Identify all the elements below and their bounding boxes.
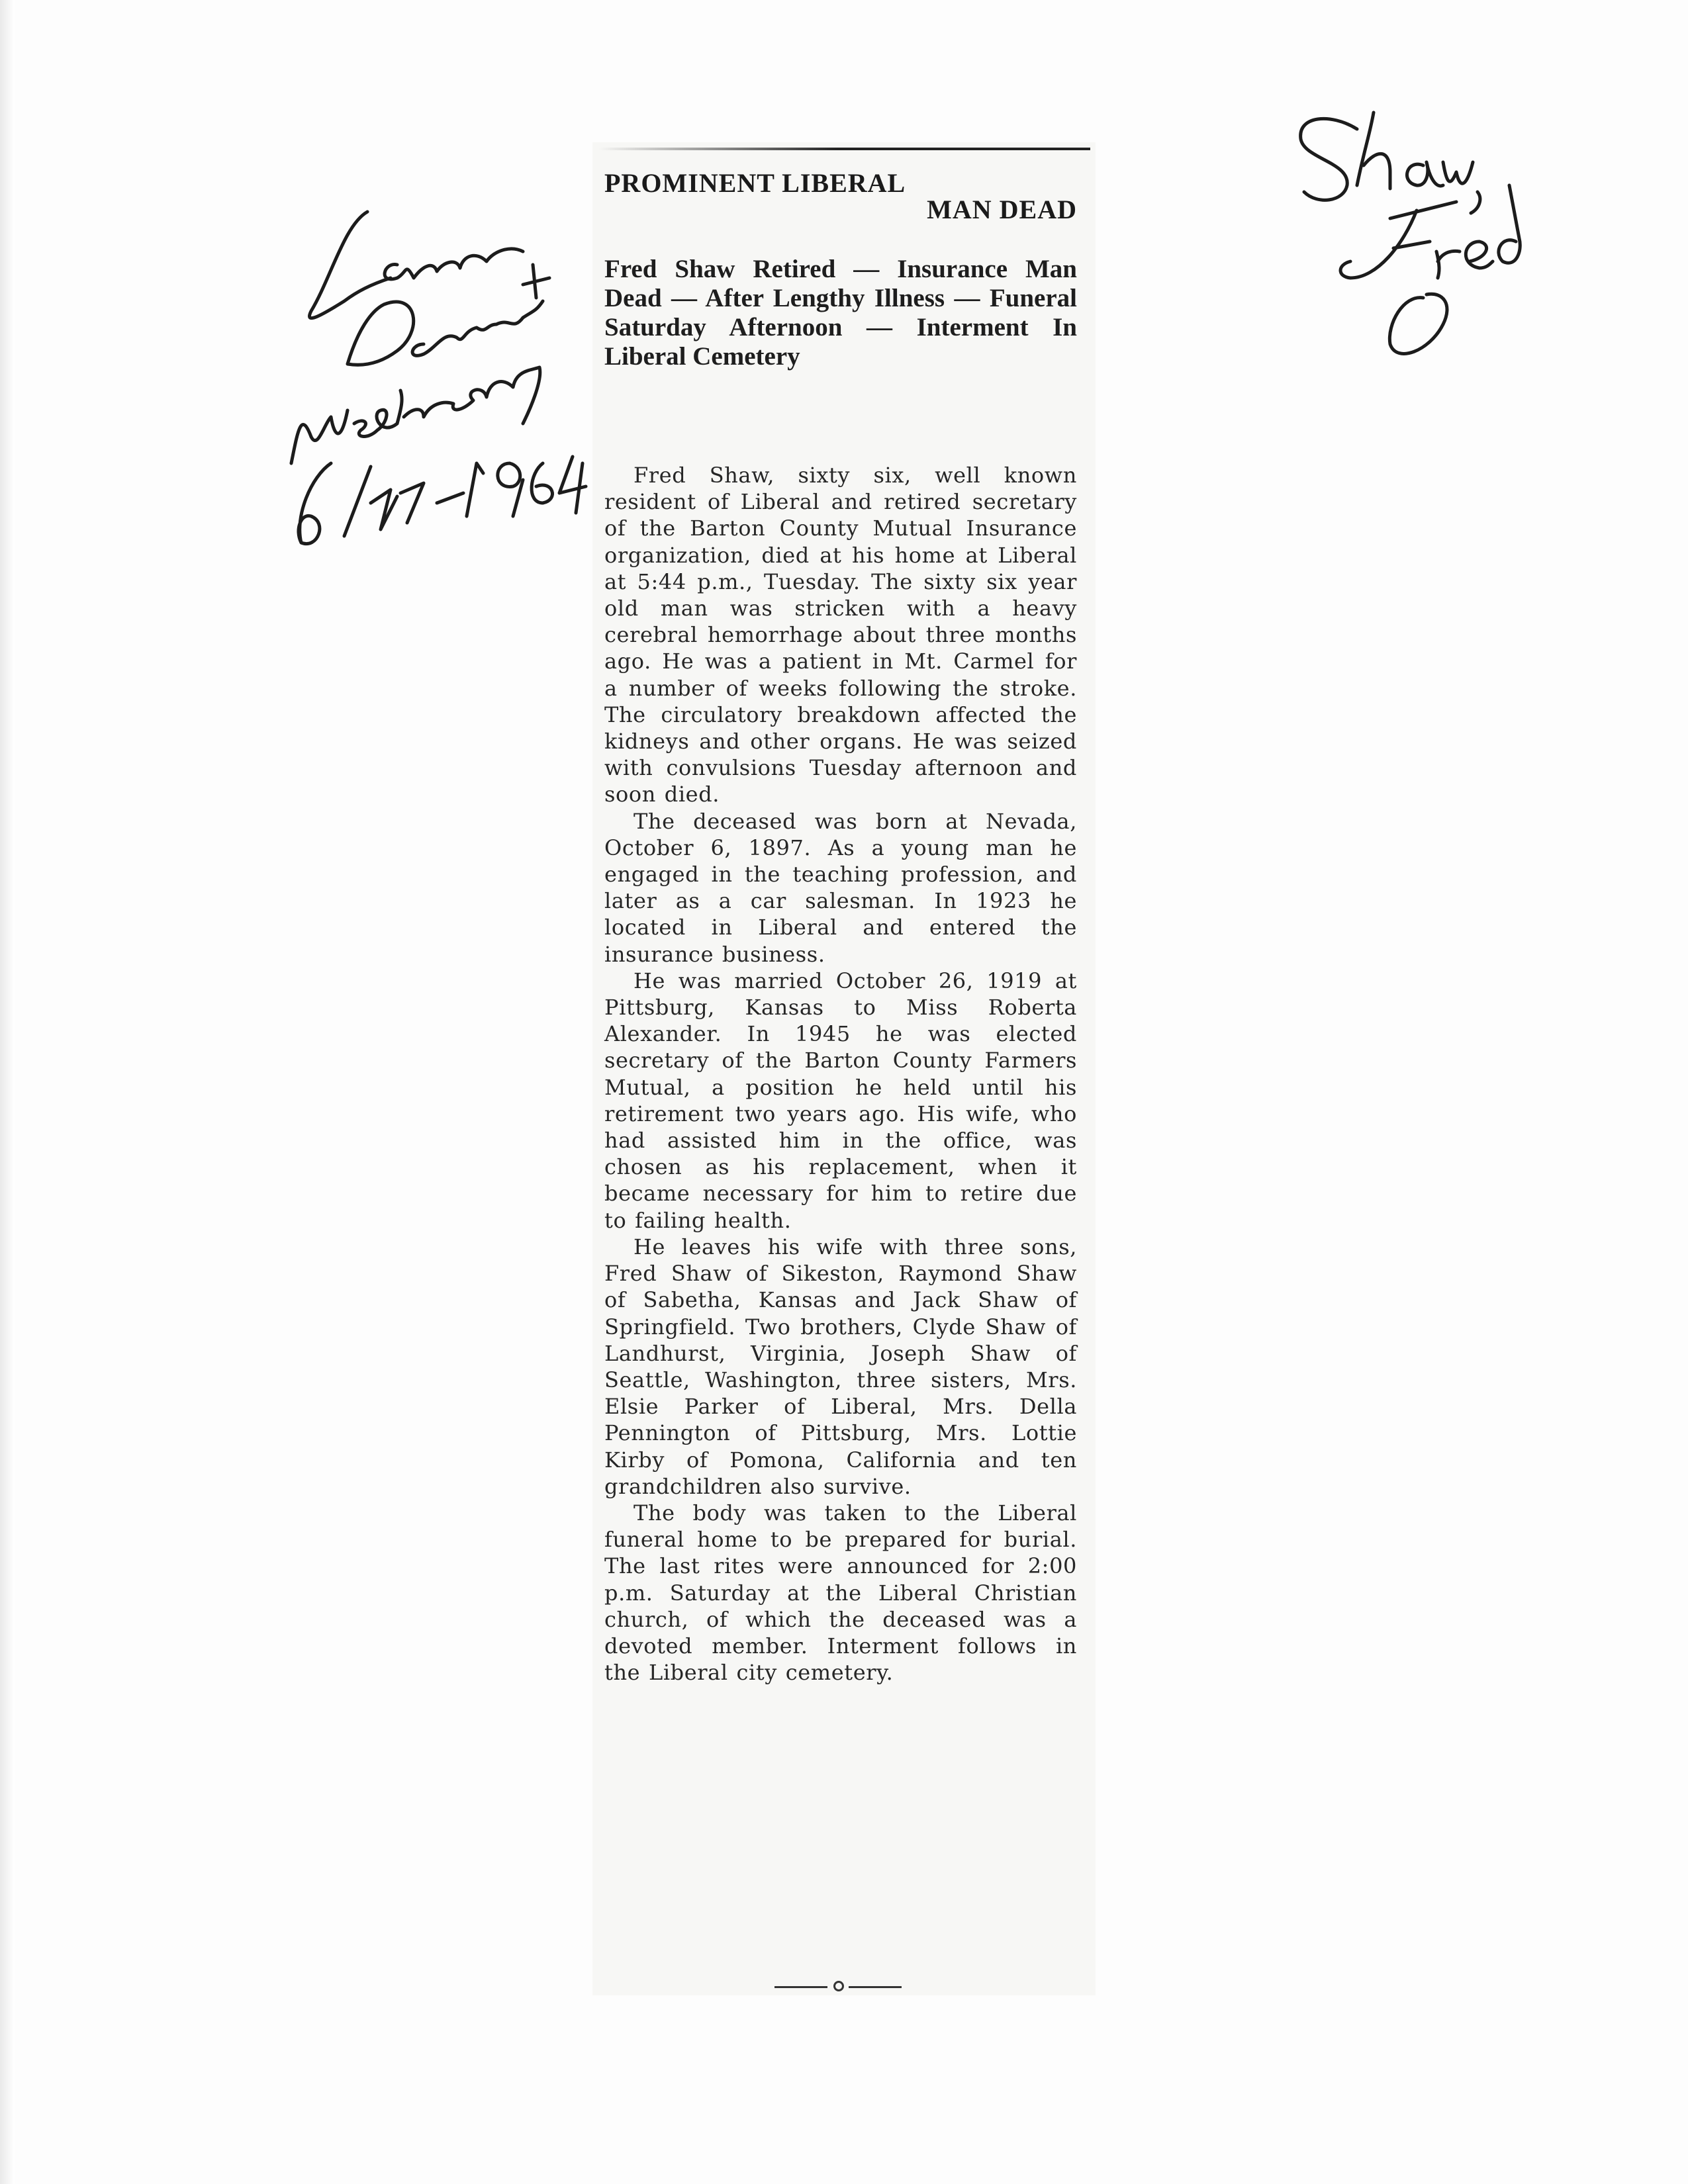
paragraph-3: He was married October 26, 1919 at Pittsburg, Kansas to Miss Roberta Alexander. In 1945 he was elected secretary of the Barton County Farmers Mutual, a position he held until his retirement two years ago. His wife, who had assisted him in the office, was chosen as his replacement, when it became necessary for him to retire due to failing health. <box>604 968 1077 1233</box>
headline-line-2: MAN DEAD <box>927 195 1077 224</box>
paragraph-4: He leaves his wife with three sons, Fred Shaw of Sikeston, Raymond Shaw of Sabetha, Kansas and Jack Shaw of Springfield. Two brothers, Clyde Shaw of Landhurst, Virginia, Joseph Shaw of Seattle, Washington, three sisters, Mrs. Elsie Parker of Liberal, Mrs. Della Pennington of Pittsburg, Mrs. Lottie Kirby of Pomona, California and ten grandchildren also survive. <box>604 1234 1077 1499</box>
paragraph-5: The body was taken to the Liberal funeral home to be prepared for burial. The last rites were announced for 2:00 p.m. Saturday at the Liberal Christian church, of which the deceased was a devoted member. Interment follows in the Liberal city cemetery. <box>604 1500 1077 1686</box>
headline-line-1: PROMINENT LIBERAL <box>604 168 906 198</box>
source-note-handwriting <box>291 212 586 544</box>
paragraph-1: Fred Shaw, sixty six, well known resident of Liberal and retired secretary of the Barton County Mutual Insurance organization, died at his home at Liberal at 5:44 p.m., Tuesday. The sixty six year old man was stricken with a heavy cerebral hemorrhage about three months ago. He was a patient in Mt. Carmel for a number of weeks following the stroke. The circulatory breakdown affected the kidneys and other organs. He was seized with convulsions Tuesday afternoon and soon died. <box>604 463 1077 807</box>
paragraph-2: The deceased was born at Nevada, October 6, 1897. As a young man he engaged in the teaching profession, and later as a car salesman. In 1923 he located in Liberal and entered the insurance business. <box>604 808 1077 967</box>
sub-headline-deck: Fred Shaw Retired — Insurance Man Dead — After Lengthy Illness — Funeral Saturday Afternoon — Interment In Liberal Cemetery <box>604 255 1077 371</box>
name-note-handwriting <box>1301 113 1521 353</box>
